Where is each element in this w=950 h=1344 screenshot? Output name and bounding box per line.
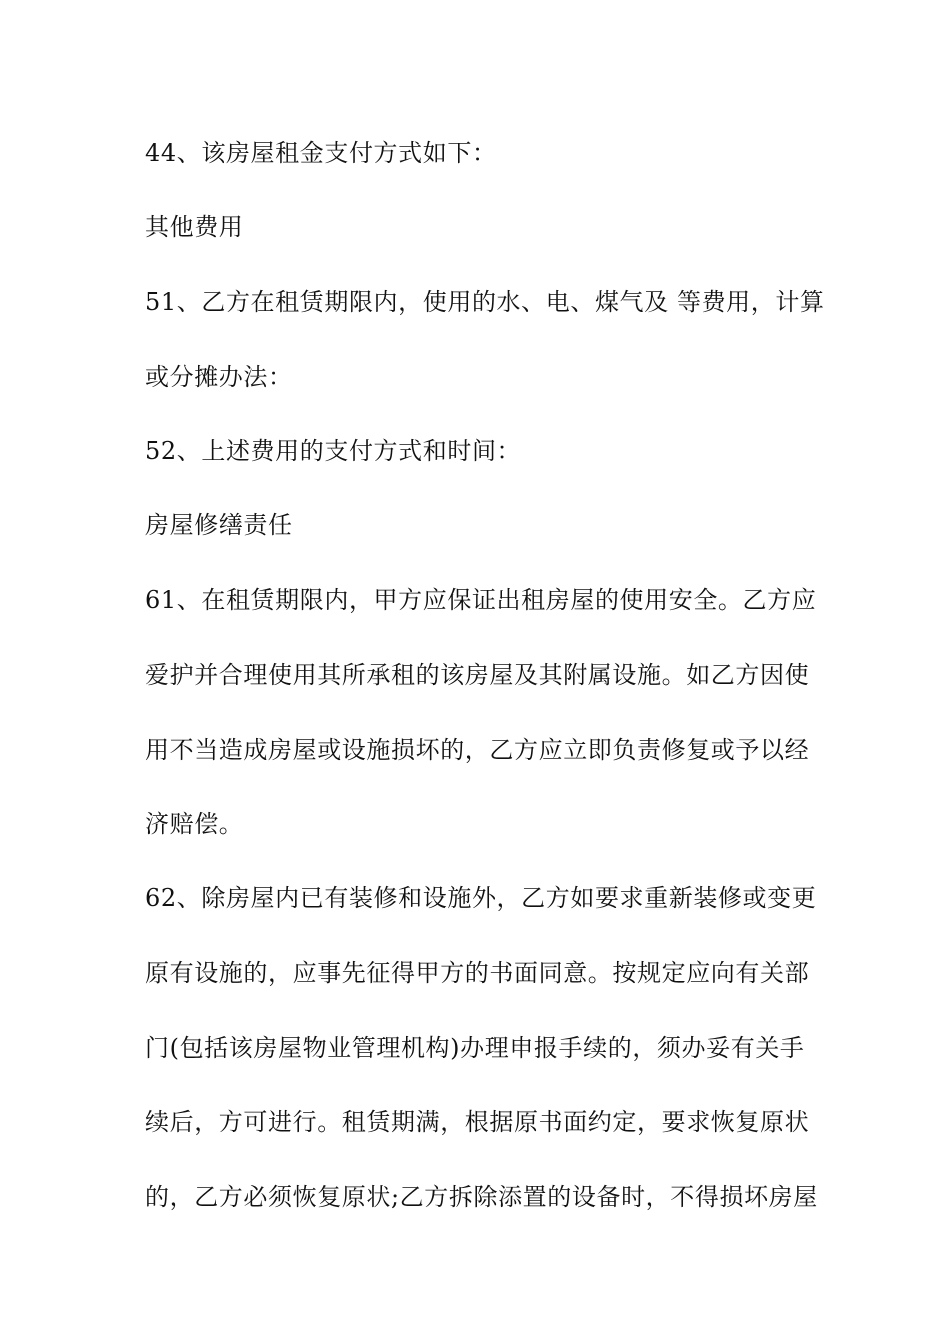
- section-heading-repair-responsibility: 房屋修缮责任: [145, 511, 293, 539]
- text-line-62-cont-1: 原有设施的，应事先征得甲方的书面同意。按规定应向有关部: [145, 959, 810, 987]
- text-line-61: 61、在租赁期限内，甲方应保证出租房屋的使用安全。乙方应: [145, 586, 817, 614]
- text-line-61-cont-1: 爱护并合理使用其所承租的该房屋及其附属设施。如乙方因使: [145, 661, 810, 689]
- text-line-51-cont: 或分摊办法：: [145, 363, 293, 391]
- text-line-44: 44、该房屋租金支付方式如下：: [145, 139, 497, 167]
- text-line-51: 51、乙方在租赁期限内，使用的水、电、煤气及 等费用，计算: [145, 288, 825, 316]
- text-line-62-cont-2: 门(包括该房屋物业管理机构)办理申报手续的，须办妥有关手: [145, 1034, 805, 1062]
- text-line-62-cont-3: 续后，方可进行。租赁期满，根据原书面约定，要求恢复原状: [145, 1108, 810, 1136]
- text-line-61-cont-3: 济赔偿。: [145, 810, 244, 838]
- text-line-61-cont-2: 用不当造成房屋或设施损坏的，乙方应立即负责修复或予以经: [145, 736, 810, 764]
- section-heading-other-fees: 其他费用: [145, 213, 244, 241]
- text-line-62: 62、除房屋内已有装修和设施外，乙方如要求重新装修或变更: [145, 884, 817, 912]
- text-line-62-cont-4: 的，乙方必须恢复原状;乙方拆除添置的设备时，不得损坏房屋: [145, 1183, 818, 1211]
- text-line-52: 52、上述费用的支付方式和时间：: [145, 437, 522, 465]
